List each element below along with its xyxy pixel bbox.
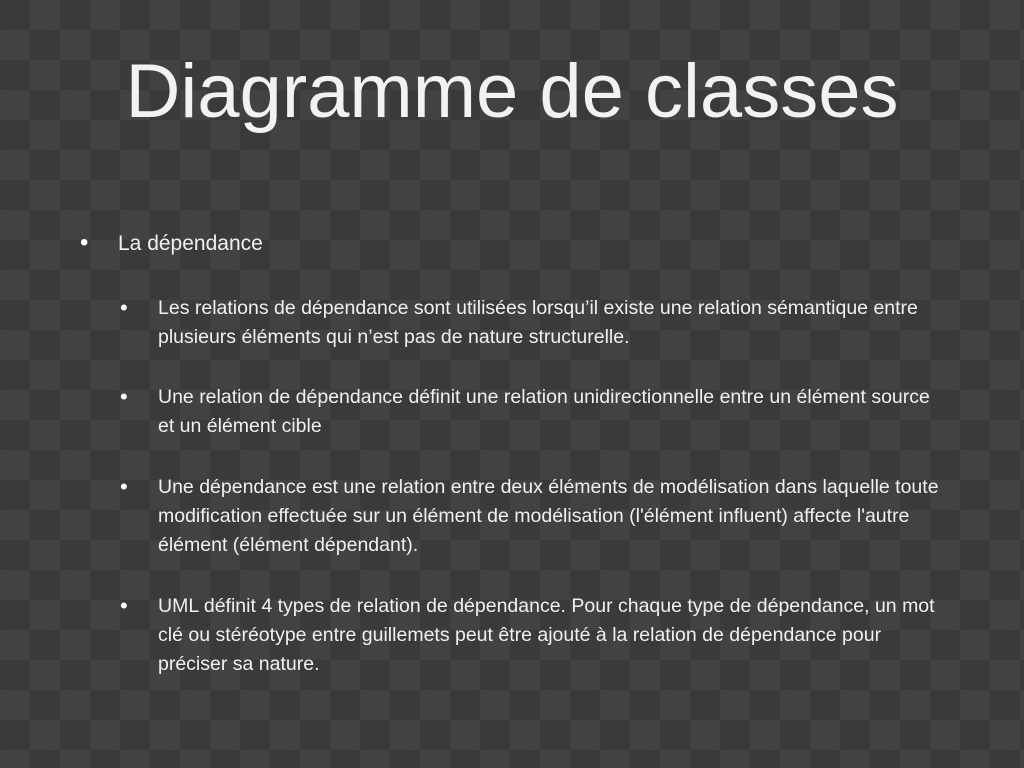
sub-point-text: Une dépendance est une relation entre deux éléments de modélisation dans laquelle toute modification effectuée sur un élément de modélisation (l'élément influent) affecte l'autre élément (élément dépendant). — [158, 476, 939, 556]
sub-point-1 — [120, 294, 950, 352]
sub-point-4 — [120, 592, 950, 679]
main-bullet-point — [80, 228, 980, 260]
slide-title: Diagramme de classes — [125, 49, 899, 134]
bullet-icon: • — [120, 474, 128, 499]
bullet-icon: • — [120, 295, 128, 320]
bullet-icon: • — [80, 229, 89, 256]
main-point-text: La dépendance — [118, 232, 263, 255]
bullet-icon: • — [120, 593, 128, 618]
sub-point-text: Les relations de dépendance sont utilisées lorsqu’il existe une relation sémantique entre plusieurs éléments qui n’est pas de nature structurelle. — [158, 297, 918, 348]
sub-point-3 — [120, 473, 950, 560]
slide-content — [80, 228, 980, 675]
sub-point-2 — [120, 383, 950, 441]
sub-point-text: UML définit 4 types de relation de dépendance. Pour chaque type de dépendance, un mot clé ou stéréotype entre guillemets peut être ajouté à la relation de dépendance pour préciser sa nature. — [158, 595, 935, 675]
sub-point-text: Une relation de dépendance définit une relation unidirectionnelle entre un élément source et un élément cible — [158, 386, 930, 437]
bullet-icon: • — [120, 384, 128, 409]
